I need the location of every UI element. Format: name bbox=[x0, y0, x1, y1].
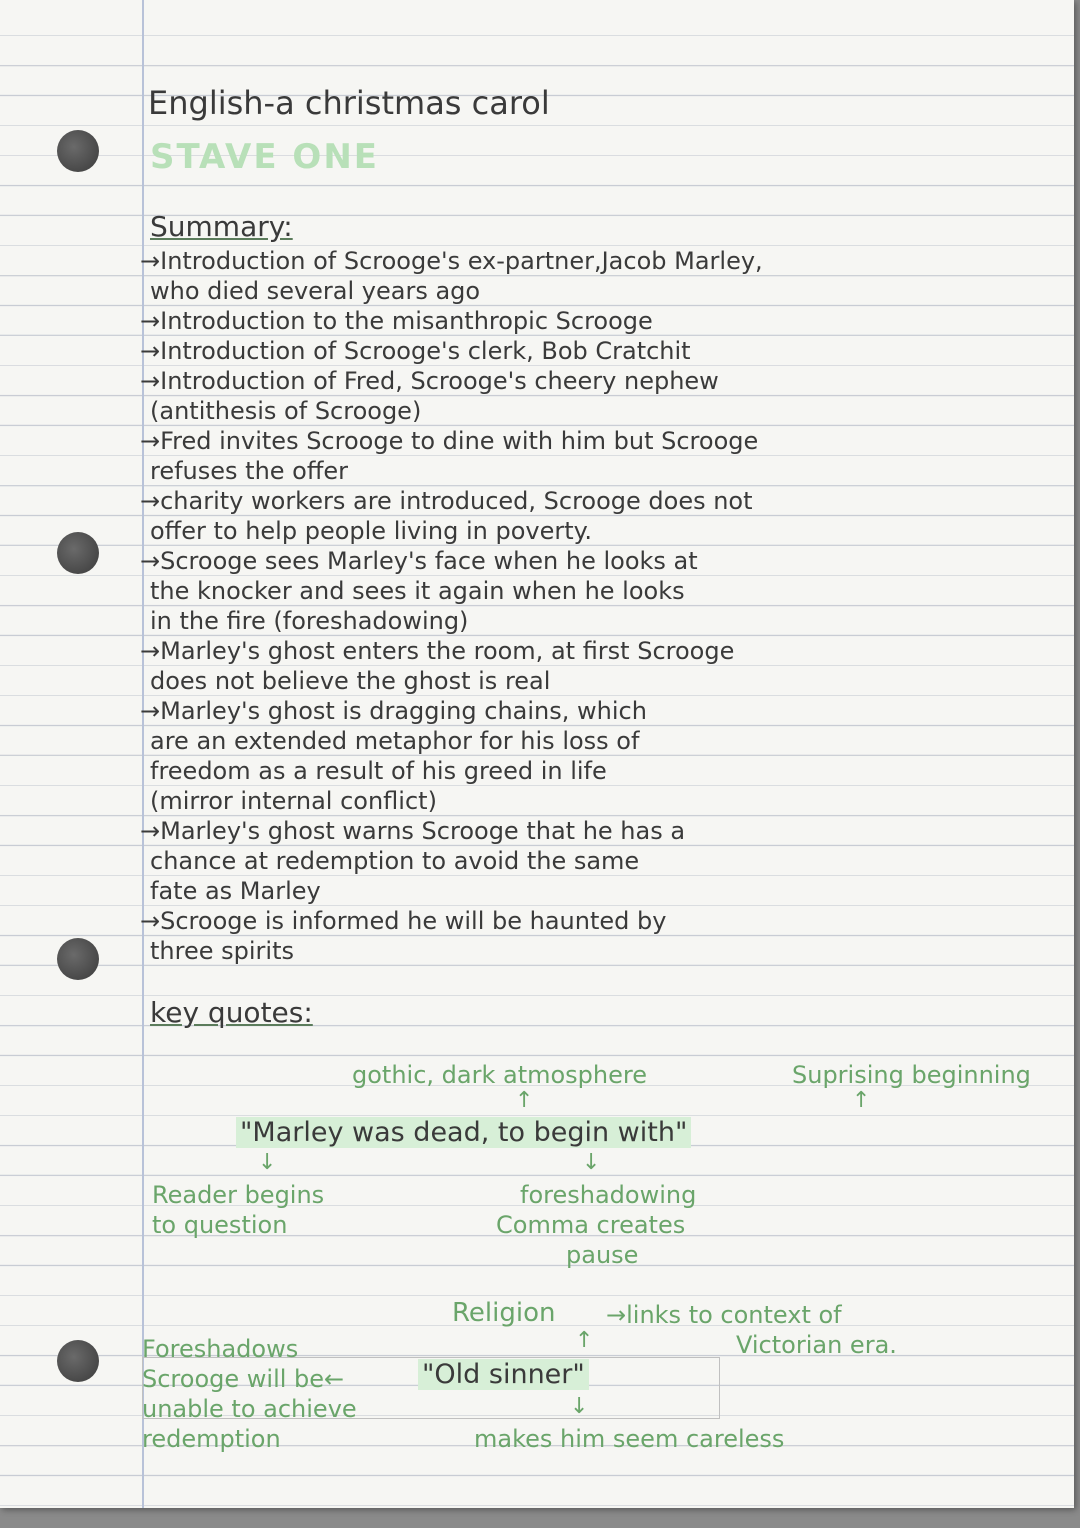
annotation-careless: makes him seem careless bbox=[474, 1425, 785, 1453]
summary-line: refuses the offer bbox=[150, 457, 349, 485]
summary-line: →Introduction of Fred, Scrooge's cheery nephew bbox=[140, 367, 719, 395]
annotation-foreshadows: Scrooge will be← bbox=[142, 1365, 345, 1393]
summary-line: the knocker and sees it again when he looks bbox=[150, 577, 685, 605]
annotation-religion: Religion bbox=[452, 1298, 556, 1328]
punch-hole bbox=[57, 532, 99, 574]
annotation-foreshadows: Foreshadows bbox=[142, 1335, 299, 1363]
arrow-down-icon: ↓ bbox=[582, 1150, 601, 1175]
arrow-up-icon: ↑ bbox=[575, 1328, 594, 1353]
summary-heading: Summary: bbox=[150, 210, 293, 243]
punch-hole bbox=[57, 130, 99, 172]
summary-line: who died several years ago bbox=[150, 277, 481, 305]
summary-line: (mirror internal conflict) bbox=[150, 787, 437, 815]
summary-line: does not believe the ghost is real bbox=[150, 667, 551, 695]
arrow-down-icon: ↓ bbox=[258, 1150, 277, 1175]
annotation-victorian: →links to context of bbox=[606, 1301, 842, 1329]
summary-line: →charity workers are introduced, Scrooge does not bbox=[140, 487, 753, 515]
annotation-reader: to question bbox=[152, 1211, 288, 1239]
summary-line: offer to help people living in poverty. bbox=[150, 517, 593, 545]
summary-line: in the fire (foreshadowing) bbox=[150, 607, 469, 635]
summary-line: →Marley's ghost warns Scrooge that he has a bbox=[140, 817, 686, 845]
annotation-victorian: Victorian era. bbox=[736, 1331, 897, 1359]
annotation-surprising: Suprising beginning bbox=[792, 1061, 1031, 1089]
annotation-foreshadowing: foreshadowing bbox=[520, 1181, 697, 1209]
annotation-pause: pause bbox=[566, 1241, 639, 1269]
arrow-up-icon: ↑ bbox=[515, 1088, 534, 1113]
punch-hole bbox=[57, 938, 99, 980]
margin-line bbox=[142, 0, 144, 1508]
summary-line: three spirits bbox=[150, 937, 294, 965]
quote-marley-dead: "Marley was dead, to begin with" bbox=[236, 1118, 691, 1148]
summary-line: →Introduction to the misanthropic Scrooge bbox=[140, 307, 653, 335]
summary-line: (antithesis of Scrooge) bbox=[150, 397, 422, 425]
arrow-down-icon: ↓ bbox=[570, 1394, 589, 1419]
summary-line: →Marley's ghost enters the room, at first Scrooge bbox=[140, 637, 735, 665]
annotation-gothic: gothic, dark atmosphere bbox=[352, 1061, 647, 1089]
key-quotes-heading: key quotes: bbox=[150, 996, 313, 1029]
summary-line: chance at redemption to avoid the same bbox=[150, 847, 640, 875]
page-title: English-a christmas carol bbox=[148, 84, 550, 122]
arrow-up-icon: ↑ bbox=[852, 1088, 871, 1113]
summary-line: →Introduction of Scrooge's ex-partner,Jacob Marley, bbox=[140, 247, 763, 275]
annotation-foreshadows: unable to achieve bbox=[142, 1395, 357, 1423]
summary-line: →Introduction of Scrooge's clerk, Bob Cratchit bbox=[140, 337, 691, 365]
summary-line: →Marley's ghost is dragging chains, which bbox=[140, 697, 647, 725]
summary-line: →Scrooge sees Marley's face when he looks at bbox=[140, 547, 698, 575]
summary-line: →Scrooge is informed he will be haunted by bbox=[140, 907, 667, 935]
punch-hole bbox=[57, 1340, 99, 1382]
summary-line: →Fred invites Scrooge to dine with him but Scrooge bbox=[140, 427, 759, 455]
summary-line: freedom as a result of his greed in life bbox=[150, 757, 607, 785]
stave-heading: STAVE ONE bbox=[150, 137, 380, 177]
summary-line: are an extended metaphor for his loss of bbox=[150, 727, 640, 755]
annotation-reader: Reader begins bbox=[152, 1181, 325, 1209]
annotation-comma: Comma creates bbox=[496, 1211, 686, 1239]
quote-old-sinner: "Old sinner" bbox=[418, 1360, 589, 1390]
annotation-foreshadows: redemption bbox=[142, 1425, 281, 1453]
summary-line: fate as Marley bbox=[150, 877, 321, 905]
